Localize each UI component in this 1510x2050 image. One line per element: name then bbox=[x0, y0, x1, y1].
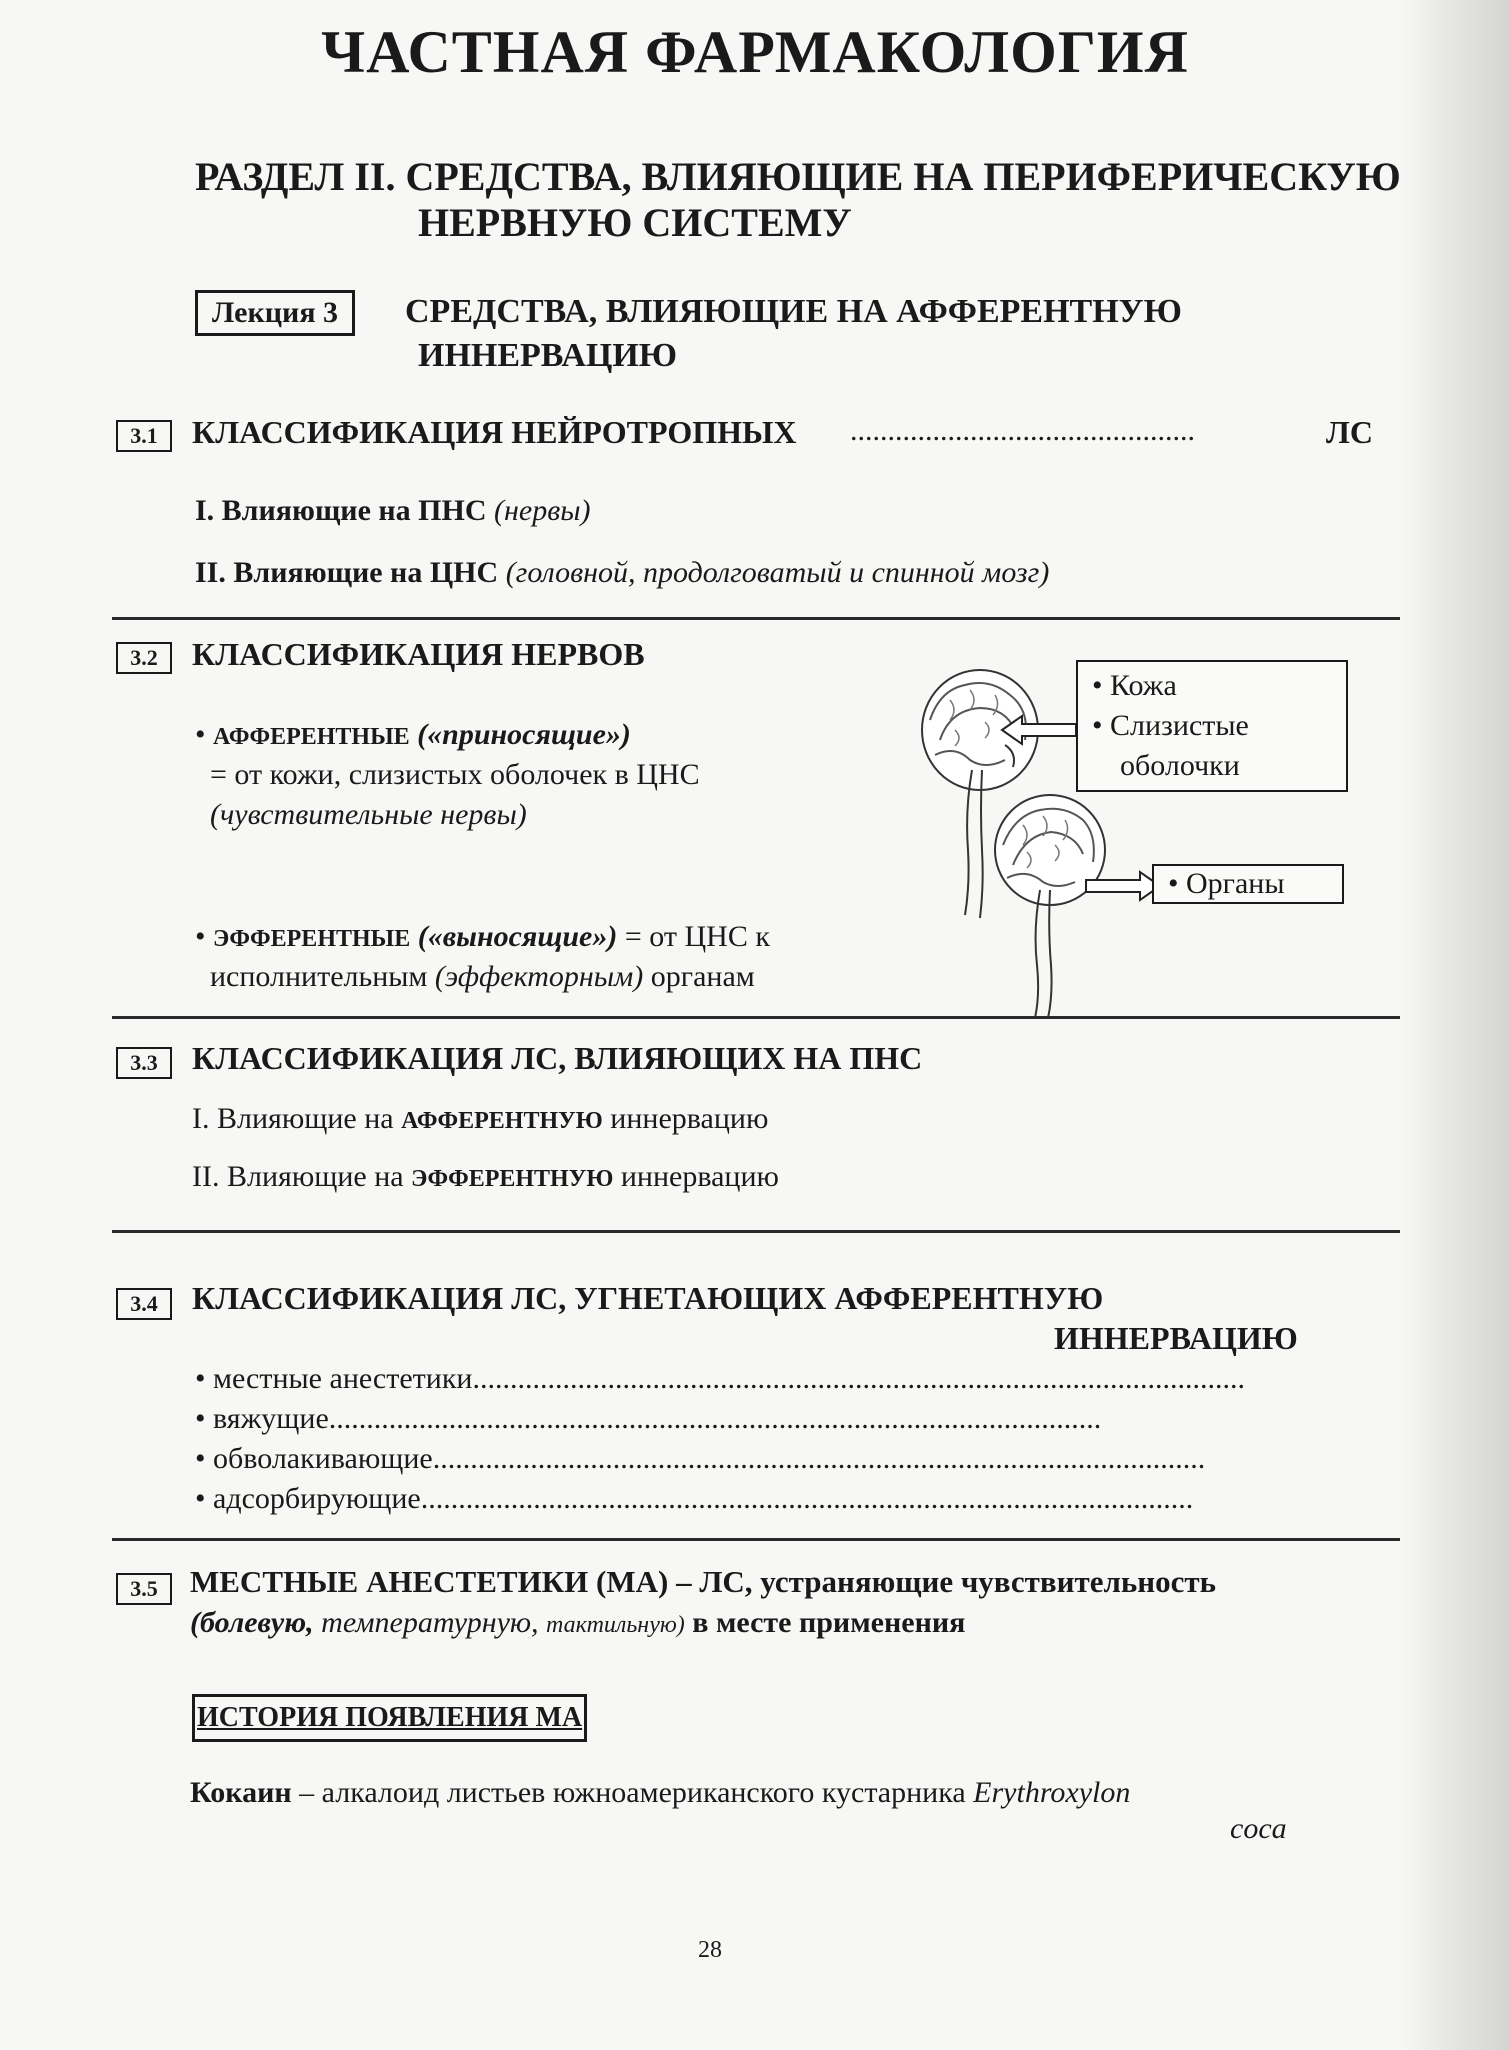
list-item-cns-label: II. Влияющие на ЦНС bbox=[195, 556, 499, 589]
item-local-anesthetics: • местные анестетики bbox=[195, 1362, 473, 1395]
item1-pre: I. Влияющие на bbox=[192, 1102, 394, 1135]
section-heading-line1: РАЗДЕЛ II. СРЕДСТВА, ВЛИЯЮЩИЕ НА ПЕРИФЕРИЧЕСКУЮ bbox=[195, 154, 1401, 199]
cocaine-latin-species: coca bbox=[1230, 1812, 1287, 1845]
pain-word: (болевую, bbox=[190, 1606, 314, 1639]
afferent-gloss: («приносящие») bbox=[417, 718, 631, 751]
application-site: в месте применения bbox=[692, 1606, 966, 1639]
section-heading-line2: НЕРВНУЮ СИСТЕМУ bbox=[418, 200, 852, 245]
list-item bbox=[195, 1362, 1355, 1402]
arrow-right-icon bbox=[1082, 868, 1162, 904]
heading-3-5-line2 bbox=[190, 1606, 965, 1640]
box1-line1: • Кожа bbox=[1092, 669, 1177, 702]
cocaine-line bbox=[190, 1776, 1130, 1810]
afferent-line1 bbox=[195, 718, 631, 752]
tactile-word: тактильную) bbox=[546, 1612, 685, 1638]
list-local-anesthetics bbox=[195, 1362, 1355, 1522]
heading-3-1-tail: ЛС bbox=[1326, 414, 1373, 450]
page-number: 28 bbox=[698, 1937, 722, 1963]
dot-leader: ....................................................................................................... bbox=[420, 1482, 1194, 1515]
divider-4 bbox=[112, 1538, 1400, 1541]
cocaine-latin-genus: Erythroxylon bbox=[973, 1776, 1131, 1809]
section-number-3-5: 3.5 bbox=[116, 1573, 172, 1605]
brain-illustration-efferent bbox=[985, 790, 1185, 1020]
lecture-label: Лекция 3 bbox=[195, 290, 355, 336]
list-item-afferent-innervation bbox=[192, 1102, 768, 1136]
history-heading: ИСТОРИЯ ПОЯВЛЕНИЯ МА bbox=[192, 1694, 587, 1742]
item1-post: иннервацию bbox=[610, 1102, 769, 1135]
item-enveloping: • обволакивающие bbox=[195, 1442, 433, 1475]
list-item-pns-note: (нервы) bbox=[494, 494, 591, 527]
list-item-cns bbox=[195, 556, 1049, 590]
heading-3-4-line2: ИННЕРВАЦИЮ bbox=[1054, 1320, 1298, 1356]
item1-key: АФФЕРЕНТНУЮ bbox=[401, 1108, 603, 1134]
efferent-term: ЭФФЕРЕНТНЫЕ bbox=[213, 926, 411, 952]
efferent-line1 bbox=[195, 920, 770, 954]
section-number-3-3: 3.3 bbox=[116, 1047, 172, 1079]
list-item bbox=[195, 1402, 1355, 1442]
efferent-line2b: (эффекторным) bbox=[434, 960, 644, 993]
section-number-3-2: 3.2 bbox=[116, 642, 172, 674]
efferent-line2a: исполнительным bbox=[210, 960, 428, 993]
dot-leader: ....................................................................................................... bbox=[472, 1362, 1245, 1395]
afferent-line2: = от кожи, слизистых оболочек в ЦНС bbox=[210, 758, 700, 791]
divider-2 bbox=[112, 1016, 1400, 1019]
afferent-term: АФФЕРЕНТНЫЕ bbox=[213, 724, 410, 750]
item2-key: ЭФФЕРЕНТНУЮ bbox=[411, 1166, 614, 1192]
heading-3-4-line1: КЛАССИФИКАЦИЯ ЛС, УГНЕТАЮЩИХ АФФЕРЕНТНУЮ bbox=[192, 1280, 1104, 1316]
dot-leader: ....................................................................................................... bbox=[328, 1402, 1102, 1435]
page-title: ЧАСТНАЯ ФАРМАКОЛОГИЯ bbox=[321, 19, 1189, 85]
divider-3 bbox=[112, 1230, 1400, 1233]
item-adsorbing: • адсорбирующие bbox=[195, 1482, 421, 1515]
bullet: • bbox=[195, 718, 206, 751]
lecture-title-line2: ИННЕРВАЦИЮ bbox=[418, 337, 678, 374]
item2-post: иннервацию bbox=[620, 1160, 779, 1193]
afferent-line3: (чувствительные нервы) bbox=[210, 798, 527, 831]
lecture-title-line1: СРЕДСТВА, ВЛИЯЮЩИЕ НА АФФЕРЕНТНУЮ bbox=[405, 293, 1182, 330]
box1-line2: • Слизистые bbox=[1092, 709, 1249, 742]
list-item-pns bbox=[195, 494, 591, 528]
list-item-pns-label: I. Влияющие на ПНС bbox=[195, 494, 487, 527]
cocaine-text: – алкалоид листьев южноамериканского кустарника bbox=[299, 1776, 966, 1809]
efferent-rest: = от ЦНС к bbox=[624, 920, 770, 953]
efferent-line2 bbox=[210, 960, 755, 994]
box-skin-mucosa bbox=[1076, 660, 1348, 792]
heading-3-5: МЕСТНЫЕ АНЕСТЕТИКИ (МА) – ЛС, устраняющие чувствительность bbox=[190, 1564, 1217, 1599]
efferent-gloss: («выносящие») bbox=[417, 920, 618, 953]
list-item bbox=[195, 1482, 1355, 1522]
box1-line3: оболочки bbox=[1120, 749, 1240, 782]
efferent-line2c: органам bbox=[650, 960, 755, 993]
section-number-3-4: 3.4 bbox=[116, 1288, 172, 1320]
heading-3-2: КЛАССИФИКАЦИЯ НЕРВОВ bbox=[192, 636, 645, 672]
temperature-word: температурную, bbox=[321, 1606, 539, 1639]
section-number-3-1: 3.1 bbox=[116, 420, 172, 452]
divider-1 bbox=[112, 617, 1400, 620]
list-item-efferent-innervation bbox=[192, 1160, 779, 1194]
page-edge-shadow bbox=[1400, 0, 1510, 2050]
heading-3-1-dots: .............................................. bbox=[850, 414, 1195, 447]
bullet: • bbox=[195, 920, 206, 953]
arrow-left-icon bbox=[1000, 712, 1080, 748]
list-item-cns-note: (головной, продолговатый и спинной мозг) bbox=[505, 556, 1050, 589]
item2-pre: II. Влияющие на bbox=[192, 1160, 404, 1193]
item-astringents: • вяжущие bbox=[195, 1402, 329, 1435]
list-item bbox=[195, 1442, 1355, 1482]
heading-3-1: КЛАССИФИКАЦИЯ НЕЙРОТРОПНЫХ bbox=[192, 414, 797, 450]
cocaine-term: Кокаин bbox=[190, 1776, 292, 1809]
box-organs: • Органы bbox=[1152, 864, 1344, 904]
dot-leader: ....................................................................................................... bbox=[432, 1442, 1206, 1475]
heading-3-3: КЛАССИФИКАЦИЯ ЛС, ВЛИЯЮЩИХ НА ПНС bbox=[192, 1040, 923, 1076]
